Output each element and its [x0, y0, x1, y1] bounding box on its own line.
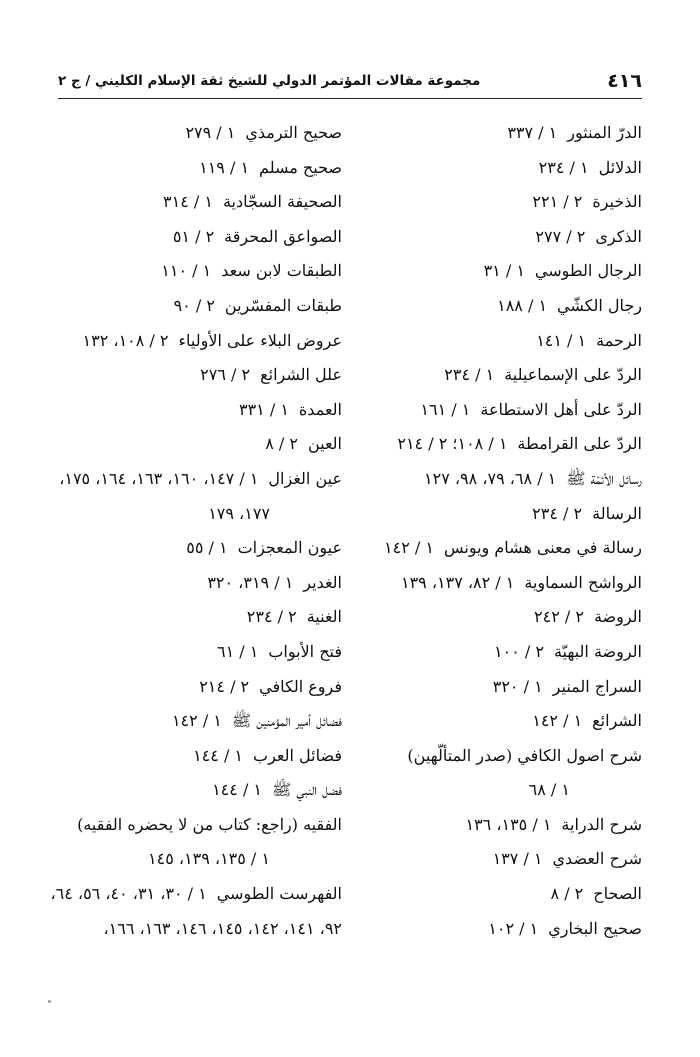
- entry-page-refs: ١ / ١٠٨؛ ٢ / ٢١٤: [397, 434, 508, 454]
- entry-title: شرح اصول الكافي (صدر المتألّهين): [407, 745, 642, 765]
- entry-title: العين: [307, 434, 342, 454]
- entry-page-refs: ٢ / ٢٤٢: [534, 607, 584, 627]
- index-entry: [342, 842, 642, 877]
- entry-title: الروضة البهيّة: [553, 641, 642, 661]
- entry-title: فضل النبي ﷺ: [272, 780, 342, 800]
- entry-page-refs: ٢ / ٥١: [172, 226, 215, 246]
- index-entry: [42, 566, 342, 601]
- index-entry: [42, 912, 342, 947]
- entry-page-refs: ١ / ٣١: [483, 261, 525, 281]
- entry-title: الرحمة: [596, 330, 642, 350]
- entry-page-refs: ١ / ١٤٢: [384, 538, 434, 558]
- index-entry: [42, 497, 342, 532]
- entry-page-refs: ١ / ٣٢٠: [492, 676, 543, 696]
- entry-title: الغدير: [303, 572, 342, 592]
- entry-page-refs: ١ / ٦١: [216, 641, 259, 661]
- entry-page-refs: ٢ / ١٠٠: [494, 641, 544, 661]
- entry-page-refs: ١ / ٢٧٩: [185, 123, 236, 142]
- entry-page-refs: ٢ / ٨: [550, 884, 584, 904]
- index-entry: [42, 151, 342, 186]
- index-entry: [42, 531, 342, 566]
- entry-title: رسالة في معنى هشام ويونس: [443, 538, 642, 558]
- entry-title: العمدة: [298, 399, 342, 419]
- entry-page-refs: ١ / ٥٥: [186, 538, 228, 558]
- entry-title: عين الغزال: [268, 468, 342, 488]
- entry-page-refs: ١ / ٣٠، ٣١، ٤٠، ٥٦، ٦٤،: [50, 884, 207, 904]
- entry-page-refs: ١ / ١٤٢: [171, 711, 222, 731]
- entry-page-refs: ٢ / ٢٧٧: [535, 226, 586, 246]
- index-entry: [342, 877, 642, 912]
- index-entry: [42, 393, 342, 428]
- entry-title: الصحيفة السجّادية: [222, 192, 342, 212]
- index-entry: [42, 739, 342, 774]
- entry-title: الردّ على أهل الاستطاعة: [480, 399, 642, 419]
- index-entry: [342, 116, 642, 151]
- entry-page-refs: ١ / ٣٣٧: [507, 123, 558, 142]
- entry-title: الردّ على القرامطة: [517, 434, 642, 454]
- entry-page-refs: ١ / ٣١٩، ٣٢٠: [207, 572, 294, 592]
- index-entry: [342, 185, 642, 220]
- index-entry: [342, 531, 642, 566]
- index-entry: [342, 151, 642, 186]
- entry-page-refs: ٢ / ٩٠: [173, 295, 215, 315]
- entry-title: صحيح البخاري: [548, 918, 642, 938]
- entry-page-refs: ١ / ١٤٧، ١٦٠، ١٦٣، ١٦٤، ١٧٥،: [59, 468, 259, 488]
- index-entry: [42, 808, 342, 843]
- entry-page-refs: ١ / ٣١٤: [163, 192, 213, 212]
- entry-title: رسائل الأئمّة ﷺ: [566, 468, 642, 488]
- entry-page-refs: ١ / ١٤٤: [193, 745, 244, 765]
- entry-page-refs: ١ / ١٨٨: [497, 295, 548, 315]
- index-entry: [342, 497, 642, 532]
- entry-title: الشرائع: [592, 711, 642, 731]
- index-entry: [42, 220, 342, 255]
- entry-page-refs: ١ / ١٣٥، ١٣٩، ١٤٥: [148, 849, 270, 869]
- index-entry: [42, 324, 342, 359]
- entry-page-refs: ١ / ٨٢، ١٣٧، ١٣٩: [400, 572, 515, 592]
- entry-page-refs: ١ / ١٣٥، ١٣٦: [465, 814, 552, 834]
- index-entry: [342, 739, 642, 774]
- entry-page-refs: ٢ / ٢٧٦: [200, 365, 251, 385]
- entry-page-refs: ١ / ٦٨، ٧٩، ٩٨، ١٢٧: [424, 468, 557, 488]
- entry-title: عروض البلاء على الأولياء: [178, 330, 342, 350]
- entry-title: صحيح مسلم: [259, 157, 342, 177]
- entry-page-refs: ٢ / ٢٣٤: [532, 503, 583, 523]
- index-entry: [342, 600, 642, 635]
- entry-page-refs: ٢ / ٨: [265, 434, 298, 454]
- entry-title: علل الشرائع: [260, 365, 342, 385]
- entry-title: فضائل أمير المؤمنين ﷺ: [231, 711, 342, 731]
- entry-title: الردّ على الإسماعيلية: [504, 365, 642, 385]
- entry-title: الذخيرة: [592, 192, 642, 212]
- entry-page-refs: ٢ / ٢٢١: [532, 192, 583, 212]
- index-entry: [342, 289, 642, 324]
- index-entry: [42, 635, 342, 670]
- entry-page-refs: ١ / ١١٠: [161, 261, 212, 281]
- index-entry: [342, 427, 642, 462]
- entry-page-refs: ١ / ١٤٤: [212, 780, 263, 800]
- entry-page-refs: ٢ / ٢١٤: [199, 676, 250, 696]
- index-entry: [342, 393, 642, 428]
- index-entry: [42, 427, 342, 462]
- index-entry: [42, 773, 342, 808]
- entry-title: رجال الكشّي: [557, 295, 642, 315]
- index-entry: [42, 877, 342, 912]
- entry-title: الرواشح السماوية: [524, 572, 642, 592]
- entry-title: الروضة: [593, 607, 642, 627]
- page-speck: [48, 1000, 51, 1003]
- entry-title: فضائل العرب: [253, 745, 342, 765]
- index-entry: [42, 670, 342, 705]
- entry-page-refs: ١ / ٣٣١: [238, 399, 289, 419]
- entry-title: الصواعق المحرقة: [224, 226, 342, 246]
- entry-page-refs: ٢ / ١٠٨، ١٣٢: [82, 330, 169, 350]
- entry-title: الفهرست الطوسي: [216, 884, 342, 904]
- entry-title: الدرّ المنثور: [567, 123, 642, 142]
- index-entry: [42, 462, 342, 497]
- index-column-right: [342, 116, 642, 946]
- entry-title: طبقات المفسّرين: [224, 295, 342, 315]
- running-title: مجموعة مقالات المؤتمر الدولي للشيخ ثقة الإسلام الكليني / ج ٢: [58, 73, 481, 89]
- entry-title: الفقيه (راجع: كتاب من لا يحضره الفقيه): [77, 814, 342, 834]
- entry-title: فتح الأبواب: [268, 641, 342, 661]
- index-entry: [42, 185, 342, 220]
- index-entry: [42, 842, 342, 877]
- index-entry: [342, 254, 642, 289]
- entry-page-refs: ١ / ٦٨: [528, 780, 570, 800]
- index-entry: [342, 912, 642, 947]
- entry-title: الرسالة: [592, 503, 642, 523]
- entry-page-refs: ٢ / ٢٣٤: [246, 607, 297, 627]
- index-entry: [42, 358, 342, 393]
- index-entry: [342, 324, 642, 359]
- entry-page-refs: ١ / ٢٣٤: [538, 157, 589, 177]
- index-entry: [342, 635, 642, 670]
- index-entry: [342, 358, 642, 393]
- entry-title: الدلائل: [598, 157, 642, 177]
- index-entry: [42, 600, 342, 635]
- entry-page-refs: ٩٢، ١٤١، ١٤٢، ١٤٥، ١٤٦، ١٦٣، ١٦٦،: [103, 918, 342, 938]
- entry-title: الصحاح: [593, 884, 642, 904]
- index-column-left: [42, 116, 342, 946]
- entry-page-refs: ١ / ١٤١: [536, 330, 587, 350]
- entry-title: صحيح الترمذي: [245, 123, 342, 142]
- index-entry: [342, 670, 642, 705]
- entry-title: شرح العضدي: [552, 849, 642, 869]
- index-entry: [342, 704, 642, 739]
- entry-page-refs: ١ / ١١٩: [199, 157, 250, 177]
- index-entry: [342, 220, 642, 255]
- entry-title: السراج المنير: [552, 676, 642, 696]
- entry-page-refs: ١ / ١٤٢: [532, 711, 583, 731]
- entry-title: الغنية: [306, 607, 342, 627]
- entry-title: الطبقات لابن سعد: [221, 261, 342, 281]
- index-entry: [42, 116, 342, 151]
- entry-title: فروع الكافي: [259, 676, 342, 696]
- index-entry: [342, 808, 642, 843]
- index-entry: [42, 254, 342, 289]
- entry-page-refs: ١ / ١٠٢: [488, 918, 539, 938]
- entry-page-refs: ١ / ١٣٧: [492, 849, 543, 869]
- index-entry: [42, 289, 342, 324]
- index-entry: [42, 704, 342, 739]
- index-entry: [342, 462, 642, 497]
- index-entry: [342, 773, 642, 808]
- index-entry: [342, 566, 642, 601]
- entry-page-refs: ١ / ٢٣٤: [444, 365, 495, 385]
- entry-title: الذكرى: [595, 226, 642, 246]
- entry-page-refs: ١٧٧، ١٧٩: [208, 503, 270, 523]
- entry-page-refs: ١ / ١٦١: [420, 399, 471, 419]
- entry-title: شرح الدراية: [561, 814, 642, 834]
- entry-title: عيون المعجزات: [237, 538, 342, 558]
- entry-title: الرجال الطوسي: [534, 261, 642, 281]
- page-header: [58, 64, 642, 99]
- page-number: ٤١٦: [607, 70, 642, 92]
